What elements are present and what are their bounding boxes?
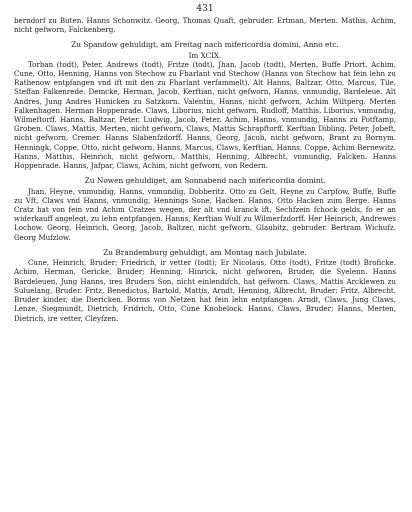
section-body-spandow: Torban (todt), Peter, Andrews (todt), Fritze (todt), Jhan, Jacob (todt), Merten, Buffe Priort. Achim, Cune, Otto, Henning, Hanns von Stechow zu Fharlant vnd Stechow (Hanns von Stechow hat fein lehn zu Rathenow entpfangen vnd ift mit den zu Fharlant verfammelt). Alt Hanns, Baltzar, Otto, Marcus, Tile, Steffan Falkenrede. Demcke, Herman, Jacob, Kerftian, nicht gefworn, Hanns, vnmundig, Bardeleue. Alt Andres, Jung Andres Hunicken zu Satzkorn. Valentin, Hanns, nicht gefworn, Achim Wiltperg. Merten Falkenhagen. Herman Hoppenrade. Claws, Liborius, nicht gefworn, Rudloff, Matthis, Liborius, vnmundig, Wilmeftorff. Hanns, Baltzar, Peter, Ludwig, Jacob, Peter, Achim, Hanns, vnmundig, Hanns zu Potftamp, Groben. Claws, Mattis, Merten, nicht gefworn, Claws, Mattis Schrapftorff. Kerftian Dibling. Peter, Jobeft, nicht gefworn, Cremer. Hanns Slabenfzdorff. Hanns, Georg, Jacob, nicht gefworn, Brant zu Bornym. Henningk, Coppe, Otto, nicht gefworn, Hanns, Marcus, Claws, Kerftian, Hanns, Coppe, Achim Bernewitz. Hanns, Matthis, Heinrich, nicht gefworn, Matthis, Henning, Albrecht, vnmundig, Falcken. Hanns Hoppenrade. Hanns, Jafpar, Claws, Achim, nicht gefworn, von Redern. [14, 59, 396, 171]
intro-paragraph: berndorf zu Buten. Hanns Schonwitz. Georg, Thomas Quaft, gebruder. Ertman, Merten. Mathis, Achim, nicht gefworn, Falckenberg. [14, 16, 396, 35]
section-heading-nowen: Zu Nowen gehuldiget, am Sonnabend nach mifericordia domini. [84, 176, 326, 186]
section-heading-spandow: Zu Spandow gehuldigt, am Freitag nach mifericordia domini, Anno etc. [71, 40, 339, 50]
section-body-nowen: Jhan, Heyne, vnmundig, Hanns, vnmundig, Dobberitz. Otto zu Gelt, Heyne zu Carpfow, Buffe, Buffe zu Vft, Claws vnd Hanns, vnmundig, Hennings Sone, Hacken. Hanns, Otto Hacken zum Berge. Hanns Cratz hat von fein vnd Achim Cratzes wegen, der alt vnd kranck ift, Sechfzein fchock gelds, fo er an widerkauff angelegt, zu lehn entpfangen. Hanns, Kerftian Wulf zu Wilmerfzdorff. Her Heinrich, Andrewes Lochow. Georg, Heinrich, Georg, Jacob, Baltzer, nicht gefworn, Glaubitz, gebruder. Bertram Wichufz. Georg Mufzlow. [14, 186, 396, 242]
section-body-brandemburg: Cune, Heinrich, Bruder; Friedrich, ir vetter (todt); Er Nicolaus, Otto (todt), Fritze (todt) Broficke. Achim, Herman, Gericke, Bruder; Henning, Hinrick, nicht gefworen, Bruder, die Syelenn. Hanns Bardeleuen, Jung Hanns, ires Bruders Son, nicht einlendifch, hat gefworn. Claws, Mattis Arcklewen zu Suluelang, Bruder. Fritz, Benedictus, Bartold, Mattis, Arndt, Henning, Albrecht, Bruder; Fritz, Albrecht, Bruder kinder, die Diericken. Borms von Netzen hat fein lehn entpfangen. Arndt, Claws, Jung Claws, Lenze, Siegmundt, Dietrich, Fridrich, Otto, Cune Knobelock. Hanns, Claws, Bruder; Hanns, Merten, Dietrich, ire vetter, Cleyfzen. [14, 258, 396, 323]
section-heading-brandemburg: Zu Brandemburg gehuldigt, am Montag nach Jubilate. [103, 247, 307, 257]
page-number: 431 [196, 4, 214, 14]
section-subheading-spandow: Im XCIX. [188, 50, 222, 60]
